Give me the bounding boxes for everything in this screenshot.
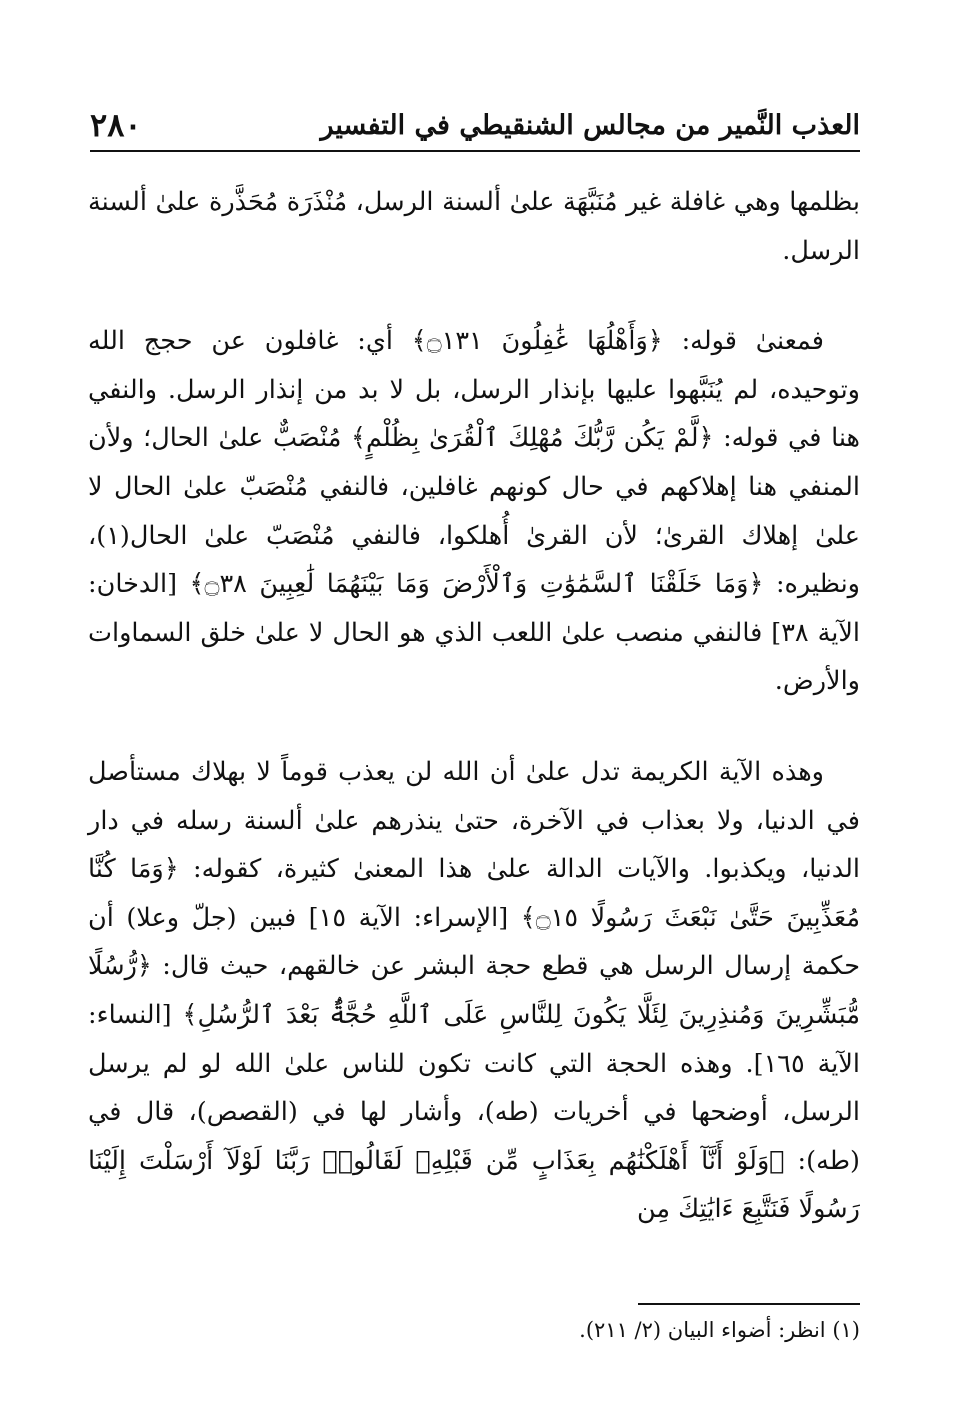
page-body: [88, 178, 860, 1234]
running-title: العذب النَّمير من مجالس الشنقيطي في التفسير: [320, 110, 860, 141]
paragraph-1: بظلمها وهي غافلة غير مُنَبَّهَة علىٰ ألسنة الرسل، مُنْذَرَة مُحَذَّرة علىٰ ألسنة الرسل.: [88, 187, 860, 266]
page-header: [90, 104, 860, 148]
footnote-divider: [638, 1303, 860, 1305]
paragraph-2: فمعنىٰ قوله: ﴿وَأَهْلُهَا غَٰفِلُونَ ۝١٣١﴾ أي: غافلون عن حجج الله وتوحيده، لم يُنَبَّهوا عليها بإنذار الرسل، بل لا بد من إنذار الرسل. والنفي هنا في قوله: ﴿لَّمْ يَكُن رَّبُّكَ مُهْلِكَ ٱلْقُرَىٰ بِظُلْمٍ﴾ مُنْصَبٌّ علىٰ الحال؛ ولأن المنفي هنا إهلاكهم في حال كونهم غافلين، فالنفي مُنْصَبّ علىٰ الحال لا علىٰ إهلاك القرىٰ؛ لأن القرىٰ أُهلكوا، فالنفي مُنْصَبّ علىٰ الحال(١)، ونظيره: ﴿وَمَا خَلَقْنَا ٱلسَّمَٰوَٰتِ وَٱلْأَرْضَ وَمَا بَيْنَهُمَا لَٰعِبِينَ ۝٣٨﴾ [الدخان: الآية ٣٨] فالنفي منصب علىٰ اللعب الذي هو الحال لا علىٰ خلق السماوات والأرض.: [88, 326, 860, 697]
paragraph-spacer: [88, 275, 860, 317]
footnote: (١) انظر: أضواء البيان (٢/ ٢١١).: [579, 1318, 860, 1342]
paragraph-spacer: [88, 706, 860, 748]
paragraph-3: وهذه الآية الكريمة تدل علىٰ أن الله لن يعذب قوماً لا بهلاك مستأصل في الدنيا، ولا بعذاب في الآخرة، حتىٰ ينذرهم علىٰ ألسنة رسله في دار الدنيا، ويكذبوا. والآيات الدالة علىٰ هذا المعنىٰ كثيرة، كقوله: ﴿وَمَا كُنَّا مُعَذِّبِينَ حَتَّىٰ نَبْعَثَ رَسُولًا ۝١٥﴾ [الإسراء: الآية ١٥] فبين (جلّ وعلا) أن حكمة إرسال الرسل هي قطع حجة البشر عن خالقهم، حيث قال: ﴿رُّسُلًا مُّبَشِّرِينَ وَمُنذِرِينَ لِئَلَّا يَكُونَ لِلنَّاسِ عَلَى ٱللَّهِ حُجَّةٌۢ بَعْدَ ٱلرُّسُلِ﴾ [النساء: الآية ١٦٥]. وهذه الحجة التي كانت تكون للناس علىٰ الله لو لم يرسل الرسل، أوضحها في أخريات (طه)، وأشار لها في (القصص)، قال في (طه): ﴿وَلَوْ أَنَّآ أَهْلَكْنَٰهُم بِعَذَابٍ مِّن قَبْلِهِۦ لَقَالُوا۟ رَبَّنَا لَوْلَآ أَرْسَلْتَ إِلَيْنَا رَسُولًا فَنَتَّبِعَ ءَايَٰتِكَ مِن: [88, 756, 861, 1225]
header-divider: [90, 150, 860, 152]
page-number: ٢٨٠: [90, 106, 142, 144]
